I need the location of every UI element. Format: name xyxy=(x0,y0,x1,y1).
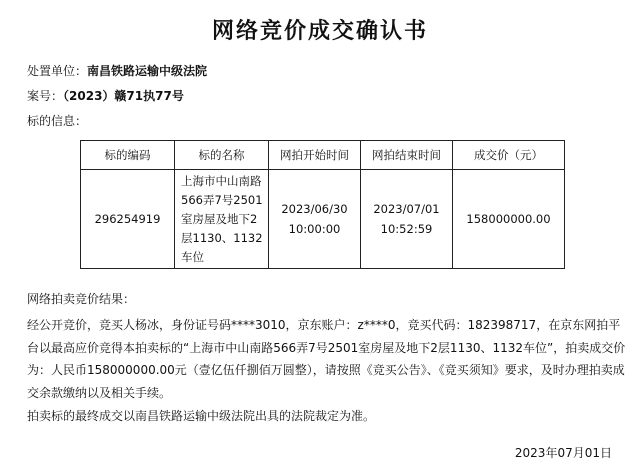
end-date: 2023/07/01 xyxy=(373,202,440,216)
start-date: 2023/06/30 xyxy=(281,202,348,216)
disposal-unit-value: 南昌铁路运输中级法院 xyxy=(87,64,208,78)
header-end-time: 网拍结束时间 xyxy=(361,141,453,170)
header-lot-name: 标的名称 xyxy=(175,141,269,170)
header-start-time: 网拍开始时间 xyxy=(269,141,361,170)
case-number-value: （2023）赣71执77号 xyxy=(63,89,184,103)
cell-lot-name: 上海市中山南路566弄7号2501室房屋及地下2层1130、1132车位 xyxy=(175,170,269,269)
start-clock: 10:00:00 xyxy=(288,222,341,236)
case-number-row xyxy=(27,87,184,104)
cell-lot-code: 296254919 xyxy=(81,170,175,269)
result-paragraph xyxy=(27,314,627,404)
header-lot-code: 标的编码 xyxy=(81,141,175,170)
document-title: 网络竞价成交确认书 xyxy=(211,19,428,44)
cell-end-time xyxy=(361,170,453,269)
disposal-unit-row xyxy=(27,62,207,79)
cell-start-time xyxy=(269,170,361,269)
result-text: 经公开竞价，竞买人杨冰，身份证号码****3010，京东账户：z****0，竞买代码：182398717，在京东网拍平台以最高应价竞得本拍卖标的“上海市中山南路566弄7号2501室房屋及地下2层1130、1132车位”，拍卖成交价为：人民币158000000.00元（壹亿伍仟捌佰万圆整），请按照《竞买公告》、《竞买须知》要求，及时办理拍卖成交余款缴纳以及相关手续。 xyxy=(27,318,626,400)
document-date: 2023年07月01日 xyxy=(514,446,612,460)
final-statement: 拍卖标的最终成交以南昌铁路运输中级法院出具的法院裁定为准。 xyxy=(27,409,376,423)
lot-info-label: 标的信息： xyxy=(27,114,88,128)
result-heading: 网络拍卖竞价结果： xyxy=(27,292,136,306)
cell-price: 158000000.00 xyxy=(453,170,565,269)
case-number-label: 案号： xyxy=(27,89,64,103)
end-clock: 10:52:59 xyxy=(380,222,433,236)
table-row xyxy=(81,170,565,269)
disposal-unit-label: 处置单位： xyxy=(27,64,88,78)
table-header-row xyxy=(81,141,565,170)
header-price: 成交价（元） xyxy=(453,141,565,170)
lot-table xyxy=(80,140,565,269)
